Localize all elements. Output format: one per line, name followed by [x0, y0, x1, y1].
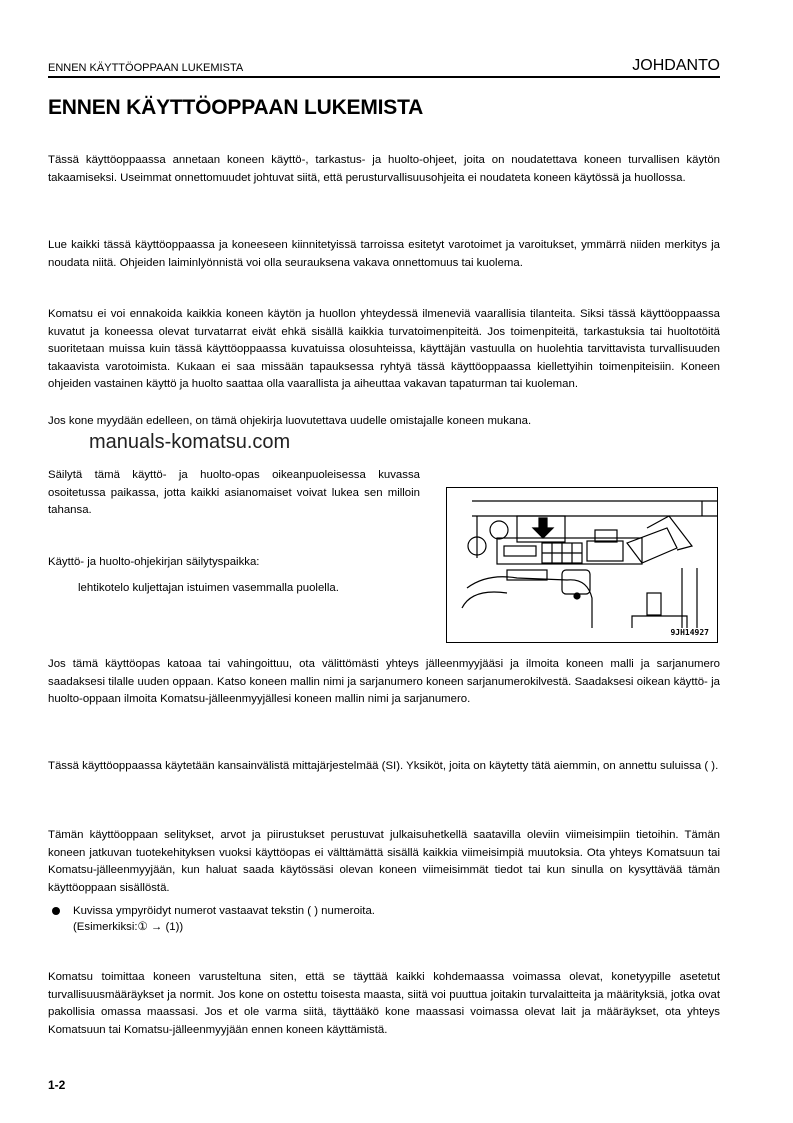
- storage-location-value: lehtikotelo kuljettajan istuimen vasemmalla puolella.: [78, 582, 339, 594]
- paragraph-read-warnings: Lue kaikki tässä käyttöoppaassa ja koneeseen kiinnitetyissä tarroissa esitetyt varotoimet ja varoitukset, ymmärrä niiden merkitys ja noudata niitä. Ohjeiden laiminlyönnistä voi olla seurauksena vakava onnettomuus tai kuolema.: [48, 239, 720, 269]
- page-number: 1-2: [48, 1078, 66, 1092]
- header-chapter: JOHDANTO: [632, 57, 720, 74]
- paragraph-regulations: Komatsu toimittaa koneen varusteltuna siten, että se täyttää kaikki kohdemaassa voimassa olevat, konetyypille asetetut turvallisuusmääräykset ja normit. Jos kone on ostettu toisesta maasta, siitä voi puuttua joitakin turvalaitteita ja määrityksiä, jotka ovat pakollisia omassa maassasi. Jos et ole varma siitä, täyttääkö kone maassasi voimassa olevat lait ja määräykset, ota yhteys Komatsuun tai Komatsu-jälleenmyyjään ennen koneen käyttämistä.: [48, 971, 720, 1036]
- page-header: [48, 56, 720, 78]
- paragraph-komatsu-disclaimer: Komatsu ei voi ennakoida kaikkia koneen käytön ja huollon yhteydessä ilmeneviä vaarallisia tilanteita. Siksi tässä käyttöoppaassa kuvatut ja koneessa olevat turvatarrat eivät ehkä sisällä kaikkia turvatoimenpiteitä. Jos toimenpiteitä, tarkastuksia tai huoltotöitä suoritetaan muissa kuin tässä käyttöoppaassa kuvatuissa olosuhteissa, käyttäjän vastuulla on huolehtia tarvittavista turvallisuuden takaavista varotoimista. Kukaan ei saa missään tapauksessa ryhtyä tässä käyttöoppaassa kiellettyihin toimenpiteisiin. Koneen ohjeiden vastainen käyttö ja huolto saattaa olla vaarallista ja aiheuttaa vakavan tapaturman tai kuoleman.: [48, 308, 720, 391]
- header-section-title: ENNEN KÄYTTÖOPPAAN LUKEMISTA: [48, 62, 244, 74]
- paragraph-storage-location-label: Käyttö- ja huolto-ohjekirjan säilytyspaikka:: [48, 556, 260, 568]
- cab-illustration: [446, 487, 718, 643]
- page-title: ENNEN KÄYTTÖOPPAAN LUKEMISTA: [48, 96, 424, 119]
- paragraph-storage: Säilytä tämä käyttö- ja huolto-opas oikeanpuoleisessa kuvassa osoitetussa paikassa, jotta kaikki asianomaiset voivat lukea sen milloin tahansa.: [48, 469, 420, 517]
- figure-code: 9JH14927: [670, 628, 709, 637]
- bullet-line-2: (Esimerkiksi:① → (1)): [73, 921, 184, 933]
- paragraph-resale: Jos kone myydään edelleen, on tämä ohjekirja luovutettava uudelle omistajalle koneen mukana.: [48, 415, 532, 427]
- watermark-link[interactable]: manuals-komatsu.com: [89, 431, 291, 453]
- paragraph-latest-info: Tämän käyttöoppaan selitykset, arvot ja piirustukset perustuvat julkaisuhetkellä saatavilla oleviin viimeisimpiin tietoihin. Tämän koneen jatkuvan tuotekehityksen vuoksi käyttöopas ei välttämättä sisällä kaikkia viimeisimpiä muutoksia. Ota yhteys Komatsuun tai Komatsu-jälleenmyyjään, kun haluat saada käytössäsi olevan koneen viimeisimmät tiedot tai kun sinulla on kysyttävää tämän käyttöoppaan sisällöstä.: [48, 829, 720, 894]
- paragraph-si-units: Tässä käyttöoppaassa käytetään kansainvälistä mittajärjestelmää (SI). Yksiköt, joita on käytetty tätä aiemmin, on annettu suluissa ( ).: [48, 760, 719, 772]
- bullet-line-1: Kuvissa ympyröidyt numerot vastaavat tekstin ( ) numeroita.: [73, 905, 375, 917]
- paragraph-intro: Tässä käyttöoppaassa annetaan koneen käyttö-, tarkastus- ja huolto-ohjeet, joita on noudatettava koneen turvallisen käytön takaamiseksi. Useimmat onnettomuudet johtuvat siitä, että perusturvallisuusohjeita ei noudateta koneen käytössä ja huollossa.: [48, 154, 720, 184]
- dashboard-drawing-icon: [447, 488, 717, 642]
- paragraph-lost-manual: Jos tämä käyttöopas katoaa tai vahingoittuu, ota välittömästi yhteys jälleenmyyjääsi ja ilmoita koneen malli ja sarjanumero saadaksesi tilalle uuden oppaan. Katso koneen mallin nimi ja sarjanumero koneen sarjanumerokilvestä. Saadaksesi oikean käyttö- ja huolto-oppaan ilmoita Komatsu-jälleenmyyjällesi koneen mallin nimi ja sarjanumero.: [48, 658, 720, 706]
- bullet-icon: [52, 907, 60, 915]
